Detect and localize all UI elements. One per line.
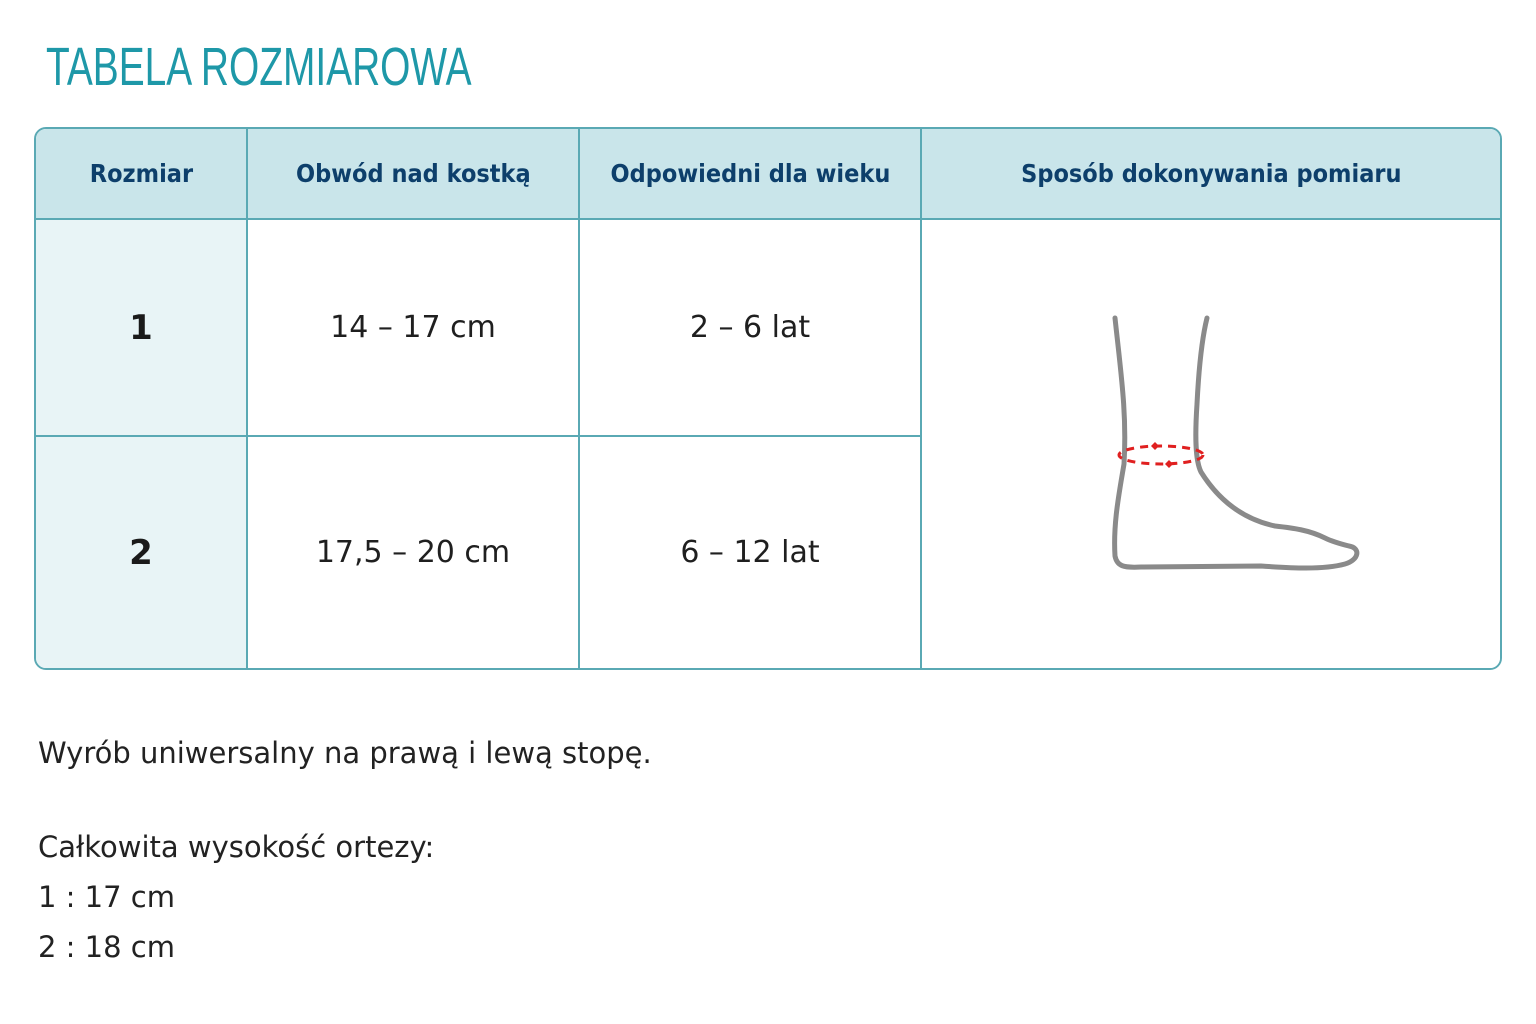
row2-age: 6 – 12 lat [580,437,922,668]
header-size: Rozmiar [36,129,248,220]
notes [38,728,652,972]
row2-size: 2 [36,437,248,668]
row1-age: 2 – 6 lat [580,220,922,437]
ankle-measurement-icon [1061,294,1361,594]
universal-note: Wyrób uniwersalny na prawą i lewą stopę. [38,736,652,770]
header-circumference: Obwód nad kostką [248,129,580,220]
header-age: Odpowiedni dla wieku [580,129,922,220]
height-size-1: 1 : 17 cm [38,880,175,914]
measurement-illustration-cell [922,220,1500,668]
size-table [34,127,1502,670]
page-title: TABELA ROZMIAROWA [46,37,472,97]
header-measurement: Sposób dokonywania pomiaru [922,129,1500,220]
row1-circumference: 14 – 17 cm [248,220,580,437]
row2-circumference: 17,5 – 20 cm [248,437,580,668]
height-size-2: 2 : 18 cm [38,930,175,964]
row1-size: 1 [36,220,248,437]
height-label: Całkowita wysokość ortezy: [38,830,435,864]
